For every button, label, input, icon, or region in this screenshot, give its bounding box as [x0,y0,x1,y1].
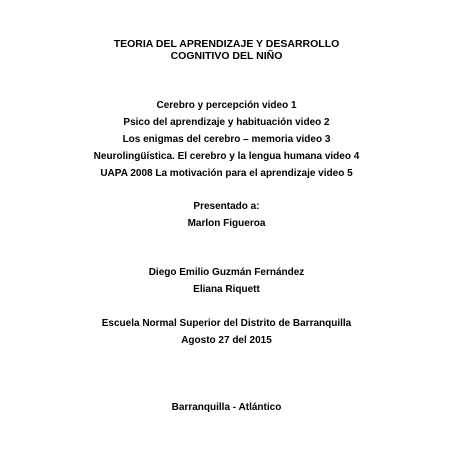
institution: Escuela Normal Superior del Distrito de Barranquilla [101,318,352,329]
video-3: Los enigmas del cerebro – memoria video 3 [122,134,331,145]
video-2: Psico del aprendizaje y habituación video 2 [123,117,330,128]
presented-to-name: Marlon Figueroa [187,218,266,229]
video-5: UAPA 2008 La motivación para el aprendizaje video 5 [100,168,353,179]
video-1: Cerebro y percepción video 1 [156,100,297,111]
presented-to-label: Presentado a: [193,201,260,212]
video-4: Neurolingüística. El cerebro y la lengua humana video 4 [93,151,360,162]
document-date: Agosto 27 del 2015 [181,335,272,346]
location: Barranquilla - Atlántico [171,402,282,413]
author-1: Diego Emilio Guzmán Fernández [148,267,305,278]
title-line-1: TEORIA DEL APRENDIZAJE Y DESARROLLO [113,38,340,50]
title-line-2: COGNITIVO DEL NIÑO [170,50,283,62]
author-2: Eliana Riquett [193,284,260,295]
